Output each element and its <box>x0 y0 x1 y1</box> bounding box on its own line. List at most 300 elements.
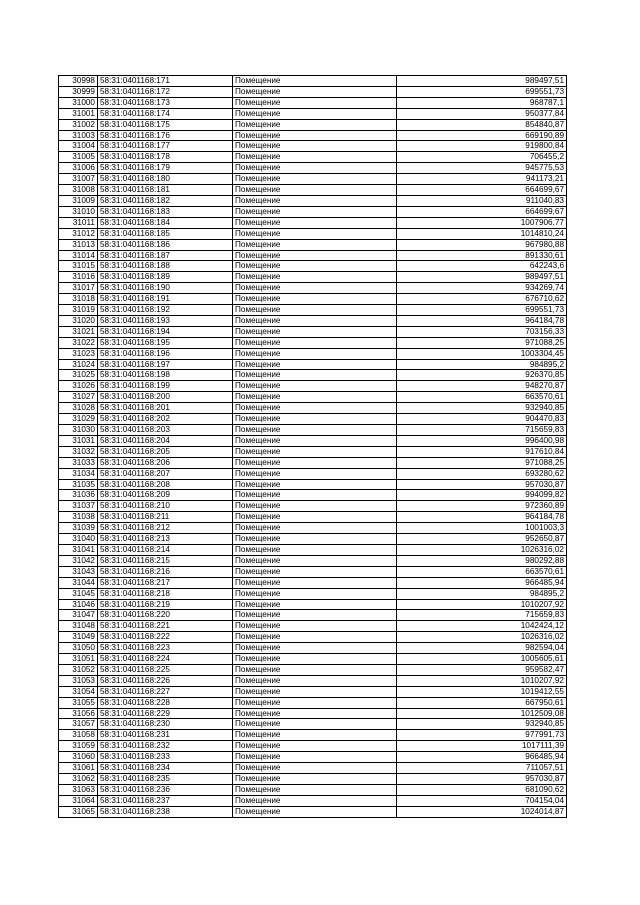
object-type-cell: Помещение <box>233 414 397 425</box>
cadastral-value-cell: 966485,94 <box>397 577 567 588</box>
object-type-cell: Помещение <box>233 141 397 152</box>
row-number-cell: 31041 <box>59 544 98 555</box>
table-row <box>59 544 567 555</box>
object-type-cell: Помещение <box>233 97 397 108</box>
cadastral-value-cell: 972360,89 <box>397 501 567 512</box>
object-type-cell: Помещение <box>233 272 397 283</box>
table-row <box>59 305 567 316</box>
table-row <box>59 588 567 599</box>
cadastral-value-cell: 664699,67 <box>397 185 567 196</box>
row-number-cell: 31017 <box>59 283 98 294</box>
table-row <box>59 272 567 283</box>
table-row <box>59 664 567 675</box>
table-row <box>59 446 567 457</box>
row-number-cell: 31016 <box>59 272 98 283</box>
row-number-cell: 31014 <box>59 250 98 261</box>
cadastral-number-cell: 58:31:0401168:209 <box>98 490 233 501</box>
object-type-cell: Помещение <box>233 501 397 512</box>
cadastral-value-cell: 681090,62 <box>397 784 567 795</box>
cadastral-value-cell: 642243,6 <box>397 261 567 272</box>
cadastral-value-cell: 967980,88 <box>397 239 567 250</box>
row-number-cell: 31033 <box>59 457 98 468</box>
row-number-cell: 31042 <box>59 555 98 566</box>
row-number-cell: 31006 <box>59 163 98 174</box>
row-number-cell: 31034 <box>59 468 98 479</box>
table-row <box>59 76 567 87</box>
cadastral-number-cell: 58:31:0401168:221 <box>98 621 233 632</box>
object-type-cell: Помещение <box>233 490 397 501</box>
cadastral-number-cell: 58:31:0401168:223 <box>98 643 233 654</box>
table-row <box>59 370 567 381</box>
object-type-cell: Помещение <box>233 86 397 97</box>
object-type-cell: Помещение <box>233 686 397 697</box>
row-number-cell: 31045 <box>59 588 98 599</box>
row-number-cell: 31040 <box>59 534 98 545</box>
table-row <box>59 435 567 446</box>
object-type-cell: Помещение <box>233 457 397 468</box>
cadastral-number-cell: 58:31:0401168:216 <box>98 566 233 577</box>
table-row <box>59 206 567 217</box>
row-number-cell: 31050 <box>59 643 98 654</box>
cadastral-number-cell: 58:31:0401168:194 <box>98 326 233 337</box>
cadastral-number-cell: 58:31:0401168:192 <box>98 305 233 316</box>
table-row <box>59 599 567 610</box>
cadastral-number-cell: 58:31:0401168:217 <box>98 577 233 588</box>
cadastral-value-cell: 984895,2 <box>397 588 567 599</box>
row-number-cell: 31058 <box>59 730 98 741</box>
row-number-cell: 31022 <box>59 337 98 348</box>
cadastral-number-cell: 58:31:0401168:196 <box>98 348 233 359</box>
row-number-cell: 31025 <box>59 370 98 381</box>
cadastral-number-cell: 58:31:0401168:193 <box>98 315 233 326</box>
cadastral-number-cell: 58:31:0401168:227 <box>98 686 233 697</box>
cadastral-number-cell: 58:31:0401168:234 <box>98 763 233 774</box>
cadastral-value-cell: 945775,53 <box>397 163 567 174</box>
object-type-cell: Помещение <box>233 741 397 752</box>
cadastral-value-cell: 1042424,12 <box>397 621 567 632</box>
cadastral-value-cell: 904470,83 <box>397 414 567 425</box>
object-type-cell: Помещение <box>233 337 397 348</box>
table-row <box>59 479 567 490</box>
cadastral-number-cell: 58:31:0401168:178 <box>98 152 233 163</box>
cadastral-value-cell: 1007906,77 <box>397 217 567 228</box>
table-row <box>59 708 567 719</box>
cadastral-number-cell: 58:31:0401168:175 <box>98 119 233 130</box>
row-number-cell: 31007 <box>59 174 98 185</box>
table-row <box>59 348 567 359</box>
table-row <box>59 108 567 119</box>
row-number-cell: 31061 <box>59 763 98 774</box>
object-type-cell: Помещение <box>233 195 397 206</box>
row-number-cell: 31026 <box>59 381 98 392</box>
table-row <box>59 174 567 185</box>
cadastral-value-cell: 989497,51 <box>397 272 567 283</box>
cadastral-value-cell: 715659,83 <box>397 425 567 436</box>
object-type-cell: Помещение <box>233 763 397 774</box>
cadastral-value-cell: 715659,83 <box>397 610 567 621</box>
object-type-cell: Помещение <box>233 163 397 174</box>
object-type-cell: Помещение <box>233 643 397 654</box>
cadastral-value-cell: 699551,73 <box>397 305 567 316</box>
cadastral-number-cell: 58:31:0401168:189 <box>98 272 233 283</box>
cadastral-value-cell: 982594,04 <box>397 643 567 654</box>
cadastral-value-cell: 703156,33 <box>397 326 567 337</box>
cadastral-value-cell: 996400,98 <box>397 435 567 446</box>
row-number-cell: 31003 <box>59 130 98 141</box>
cadastral-value-cell: 932940,85 <box>397 403 567 414</box>
row-number-cell: 31055 <box>59 697 98 708</box>
table-row <box>59 381 567 392</box>
object-type-cell: Помещение <box>233 348 397 359</box>
row-number-cell: 31035 <box>59 479 98 490</box>
object-type-cell: Помещение <box>233 566 397 577</box>
cadastral-value-cell: 711057,51 <box>397 763 567 774</box>
cadastral-value-cell: 664699,67 <box>397 206 567 217</box>
cadastral-value-cell: 966485,94 <box>397 752 567 763</box>
object-type-cell: Помещение <box>233 577 397 588</box>
cadastral-value-cell: 1003304,45 <box>397 348 567 359</box>
cadastral-value-cell: 911040,83 <box>397 195 567 206</box>
cadastral-value-cell: 667950,61 <box>397 697 567 708</box>
row-number-cell: 31005 <box>59 152 98 163</box>
object-type-cell: Помещение <box>233 621 397 632</box>
row-number-cell: 31059 <box>59 741 98 752</box>
table-row <box>59 294 567 305</box>
cadastral-value-cell: 968787,1 <box>397 97 567 108</box>
row-number-cell: 31019 <box>59 305 98 316</box>
cadastral-number-cell: 58:31:0401168:215 <box>98 555 233 566</box>
table-row <box>59 315 567 326</box>
table-row <box>59 784 567 795</box>
object-type-cell: Помещение <box>233 675 397 686</box>
table-row <box>59 283 567 294</box>
table-row <box>59 392 567 403</box>
table-row <box>59 141 567 152</box>
object-type-cell: Помещение <box>233 108 397 119</box>
table-row <box>59 185 567 196</box>
row-number-cell: 31044 <box>59 577 98 588</box>
row-number-cell: 31009 <box>59 195 98 206</box>
cadastral-number-cell: 58:31:0401168:214 <box>98 544 233 555</box>
cadastral-number-cell: 58:31:0401168:206 <box>98 457 233 468</box>
table-row <box>59 763 567 774</box>
cadastral-value-cell: 919800,84 <box>397 141 567 152</box>
table-row <box>59 337 567 348</box>
row-number-cell: 31047 <box>59 610 98 621</box>
row-number-cell: 31054 <box>59 686 98 697</box>
table-row <box>59 468 567 479</box>
table-row <box>59 217 567 228</box>
table-row <box>59 119 567 130</box>
cadastral-number-cell: 58:31:0401168:176 <box>98 130 233 141</box>
object-type-cell: Помещение <box>233 774 397 785</box>
object-type-cell: Помещение <box>233 752 397 763</box>
table-row <box>59 523 567 534</box>
object-type-cell: Помещение <box>233 174 397 185</box>
row-number-cell: 31031 <box>59 435 98 446</box>
cadastral-value-cell: 704154,04 <box>397 795 567 806</box>
cadastral-number-cell: 58:31:0401168:174 <box>98 108 233 119</box>
object-type-cell: Помещение <box>233 152 397 163</box>
cadastral-number-cell: 58:31:0401168:200 <box>98 392 233 403</box>
object-type-cell: Помещение <box>233 294 397 305</box>
cadastral-number-cell: 58:31:0401168:235 <box>98 774 233 785</box>
row-number-cell: 31024 <box>59 359 98 370</box>
table-row <box>59 555 567 566</box>
object-type-cell: Помещение <box>233 719 397 730</box>
table-row <box>59 752 567 763</box>
cadastral-value-cell: 977991,73 <box>397 730 567 741</box>
object-type-cell: Помещение <box>233 326 397 337</box>
cadastral-value-cell: 669190,89 <box>397 130 567 141</box>
row-number-cell: 31002 <box>59 119 98 130</box>
object-type-cell: Помещение <box>233 261 397 272</box>
object-type-cell: Помещение <box>233 784 397 795</box>
cadastral-number-cell: 58:31:0401168:220 <box>98 610 233 621</box>
cadastral-number-cell: 58:31:0401168:203 <box>98 425 233 436</box>
cadastral-value-cell: 854840,87 <box>397 119 567 130</box>
cadastral-value-cell: 1026316,02 <box>397 632 567 643</box>
object-type-cell: Помещение <box>233 370 397 381</box>
object-type-cell: Помещение <box>233 206 397 217</box>
object-type-cell: Помещение <box>233 523 397 534</box>
row-number-cell: 31039 <box>59 523 98 534</box>
cadastral-value-cell: 1024014,87 <box>397 806 567 817</box>
cadastral-value-cell: 950377,84 <box>397 108 567 119</box>
cadastral-number-cell: 58:31:0401168:173 <box>98 97 233 108</box>
object-type-cell: Помещение <box>233 588 397 599</box>
cadastral-value-cell: 934269,74 <box>397 283 567 294</box>
cadastral-value-cell: 964184,78 <box>397 315 567 326</box>
row-number-cell: 31048 <box>59 621 98 632</box>
table-row <box>59 621 567 632</box>
table-row <box>59 697 567 708</box>
row-number-cell: 30999 <box>59 86 98 97</box>
cadastral-value-cell: 1010207,92 <box>397 599 567 610</box>
table-row <box>59 512 567 523</box>
cadastral-number-cell: 58:31:0401168:182 <box>98 195 233 206</box>
cadastral-value-cell: 699551,73 <box>397 86 567 97</box>
object-type-cell: Помещение <box>233 315 397 326</box>
row-number-cell: 31038 <box>59 512 98 523</box>
table-row <box>59 730 567 741</box>
cadastral-value-cell: 959582,47 <box>397 664 567 675</box>
cadastral-number-cell: 58:31:0401168:208 <box>98 479 233 490</box>
row-number-cell: 31064 <box>59 795 98 806</box>
cadastral-number-cell: 58:31:0401168:230 <box>98 719 233 730</box>
cadastral-number-cell: 58:31:0401168:231 <box>98 730 233 741</box>
cadastral-number-cell: 58:31:0401168:213 <box>98 534 233 545</box>
row-number-cell: 31060 <box>59 752 98 763</box>
cadastral-number-cell: 58:31:0401168:210 <box>98 501 233 512</box>
cadastral-number-cell: 58:31:0401168:186 <box>98 239 233 250</box>
object-type-cell: Помещение <box>233 403 397 414</box>
cadastral-value-cell: 971088,25 <box>397 457 567 468</box>
object-type-cell: Помещение <box>233 425 397 436</box>
cadastral-number-cell: 58:31:0401168:204 <box>98 435 233 446</box>
table-row <box>59 686 567 697</box>
row-number-cell: 31056 <box>59 708 98 719</box>
table-row <box>59 261 567 272</box>
cadastral-value-cell: 948270,87 <box>397 381 567 392</box>
table-row <box>59 403 567 414</box>
object-type-cell: Помещение <box>233 119 397 130</box>
table-row <box>59 152 567 163</box>
row-number-cell: 31020 <box>59 315 98 326</box>
cadastral-value-cell: 980292,88 <box>397 555 567 566</box>
object-type-cell: Помещение <box>233 130 397 141</box>
object-type-cell: Помещение <box>233 730 397 741</box>
cadastral-number-cell: 58:31:0401168:233 <box>98 752 233 763</box>
row-number-cell: 31046 <box>59 599 98 610</box>
table-row <box>59 610 567 621</box>
cadastral-number-cell: 58:31:0401168:185 <box>98 228 233 239</box>
row-number-cell: 31062 <box>59 774 98 785</box>
object-type-cell: Помещение <box>233 250 397 261</box>
cadastral-number-cell: 58:31:0401168:222 <box>98 632 233 643</box>
object-type-cell: Помещение <box>233 185 397 196</box>
row-number-cell: 31027 <box>59 392 98 403</box>
row-number-cell: 31008 <box>59 185 98 196</box>
cadastral-value-cell: 957030,87 <box>397 774 567 785</box>
cadastral-number-cell: 58:31:0401168:224 <box>98 654 233 665</box>
cadastral-value-cell: 1005605,61 <box>397 654 567 665</box>
table-row <box>59 425 567 436</box>
cadastral-number-cell: 58:31:0401168:202 <box>98 414 233 425</box>
object-type-cell: Помещение <box>233 795 397 806</box>
row-number-cell: 31011 <box>59 217 98 228</box>
row-number-cell: 31010 <box>59 206 98 217</box>
row-number-cell: 31000 <box>59 97 98 108</box>
object-type-cell: Помещение <box>233 392 397 403</box>
table-row <box>59 86 567 97</box>
table-row <box>59 643 567 654</box>
row-number-cell: 31013 <box>59 239 98 250</box>
row-number-cell: 31021 <box>59 326 98 337</box>
cadastral-value-cell: 957030,87 <box>397 479 567 490</box>
table-row <box>59 741 567 752</box>
cadastral-value-cell: 994099,82 <box>397 490 567 501</box>
cadastral-value-cell: 926370,85 <box>397 370 567 381</box>
cadastral-value-cell: 971088,25 <box>397 337 567 348</box>
cadastral-number-cell: 58:31:0401168:219 <box>98 599 233 610</box>
row-number-cell: 31032 <box>59 446 98 457</box>
cadastral-value-cell: 1012509,08 <box>397 708 567 719</box>
cadastral-value-cell: 932940,85 <box>397 719 567 730</box>
cadastral-number-cell: 58:31:0401168:181 <box>98 185 233 196</box>
row-number-cell: 31028 <box>59 403 98 414</box>
table-row <box>59 195 567 206</box>
cadastral-number-cell: 58:31:0401168:184 <box>98 217 233 228</box>
row-number-cell: 31043 <box>59 566 98 577</box>
cadastral-number-cell: 58:31:0401168:205 <box>98 446 233 457</box>
cadastral-value-cell: 1014810,24 <box>397 228 567 239</box>
table-row <box>59 359 567 370</box>
cadastral-number-cell: 58:31:0401168:188 <box>98 261 233 272</box>
object-type-cell: Помещение <box>233 468 397 479</box>
cadastral-number-cell: 58:31:0401168:228 <box>98 697 233 708</box>
row-number-cell: 31051 <box>59 654 98 665</box>
row-number-cell: 30998 <box>59 76 98 87</box>
object-type-cell: Помещение <box>233 446 397 457</box>
row-number-cell: 31057 <box>59 719 98 730</box>
table-row <box>59 414 567 425</box>
table-row <box>59 490 567 501</box>
cadastral-value-cell: 964184,78 <box>397 512 567 523</box>
object-type-cell: Помещение <box>233 479 397 490</box>
cadastral-number-cell: 58:31:0401168:179 <box>98 163 233 174</box>
cadastral-value-cell: 706455,2 <box>397 152 567 163</box>
table-row <box>59 566 567 577</box>
object-type-cell: Помещение <box>233 806 397 817</box>
row-number-cell: 31001 <box>59 108 98 119</box>
object-type-cell: Помещение <box>233 359 397 370</box>
cadastral-number-cell: 58:31:0401168:190 <box>98 283 233 294</box>
cadastral-number-cell: 58:31:0401168:218 <box>98 588 233 599</box>
object-type-cell: Помещение <box>233 305 397 316</box>
table-row <box>59 326 567 337</box>
table-row <box>59 675 567 686</box>
table-row <box>59 97 567 108</box>
table-body <box>59 76 567 818</box>
row-number-cell: 31015 <box>59 261 98 272</box>
table-row <box>59 806 567 817</box>
object-type-cell: Помещение <box>233 664 397 675</box>
object-type-cell: Помещение <box>233 544 397 555</box>
table-row <box>59 577 567 588</box>
object-type-cell: Помещение <box>233 283 397 294</box>
object-type-cell: Помещение <box>233 512 397 523</box>
row-number-cell: 31065 <box>59 806 98 817</box>
cadastral-number-cell: 58:31:0401168:226 <box>98 675 233 686</box>
cadastral-value-cell: 1026316,02 <box>397 544 567 555</box>
cadastral-number-cell: 58:31:0401168:198 <box>98 370 233 381</box>
cadastral-value-cell: 984895,2 <box>397 359 567 370</box>
cadastral-number-cell: 58:31:0401168:177 <box>98 141 233 152</box>
cadastral-value-cell: 663570,61 <box>397 392 567 403</box>
object-type-cell: Помещение <box>233 708 397 719</box>
table-row <box>59 228 567 239</box>
cadastral-value-cell: 989497,51 <box>397 76 567 87</box>
table-row <box>59 632 567 643</box>
cadastral-number-cell: 58:31:0401168:195 <box>98 337 233 348</box>
object-type-cell: Помещение <box>233 217 397 228</box>
cadastral-value-cell: 941173,21 <box>397 174 567 185</box>
row-number-cell: 31037 <box>59 501 98 512</box>
cadastral-number-cell: 58:31:0401168:207 <box>98 468 233 479</box>
object-type-cell: Помещение <box>233 435 397 446</box>
object-type-cell: Помещение <box>233 555 397 566</box>
cadastral-number-cell: 58:31:0401168:225 <box>98 664 233 675</box>
cadastral-number-cell: 58:31:0401168:232 <box>98 741 233 752</box>
table-row <box>59 774 567 785</box>
cadastral-value-cell: 1019412,55 <box>397 686 567 697</box>
row-number-cell: 31030 <box>59 425 98 436</box>
object-type-cell: Помещение <box>233 599 397 610</box>
cadastral-number-cell: 58:31:0401168:187 <box>98 250 233 261</box>
cadastral-number-cell: 58:31:0401168:172 <box>98 86 233 97</box>
cadastral-value-cell: 1001003,3 <box>397 523 567 534</box>
cadastral-value-cell: 952650,87 <box>397 534 567 545</box>
cadastral-value-cell: 1017111,39 <box>397 741 567 752</box>
table-row <box>59 250 567 261</box>
object-type-cell: Помещение <box>233 76 397 87</box>
cadastral-value-cell: 676710,62 <box>397 294 567 305</box>
table-row <box>59 130 567 141</box>
table-row <box>59 239 567 250</box>
cadastral-table <box>58 75 567 818</box>
row-number-cell: 31004 <box>59 141 98 152</box>
